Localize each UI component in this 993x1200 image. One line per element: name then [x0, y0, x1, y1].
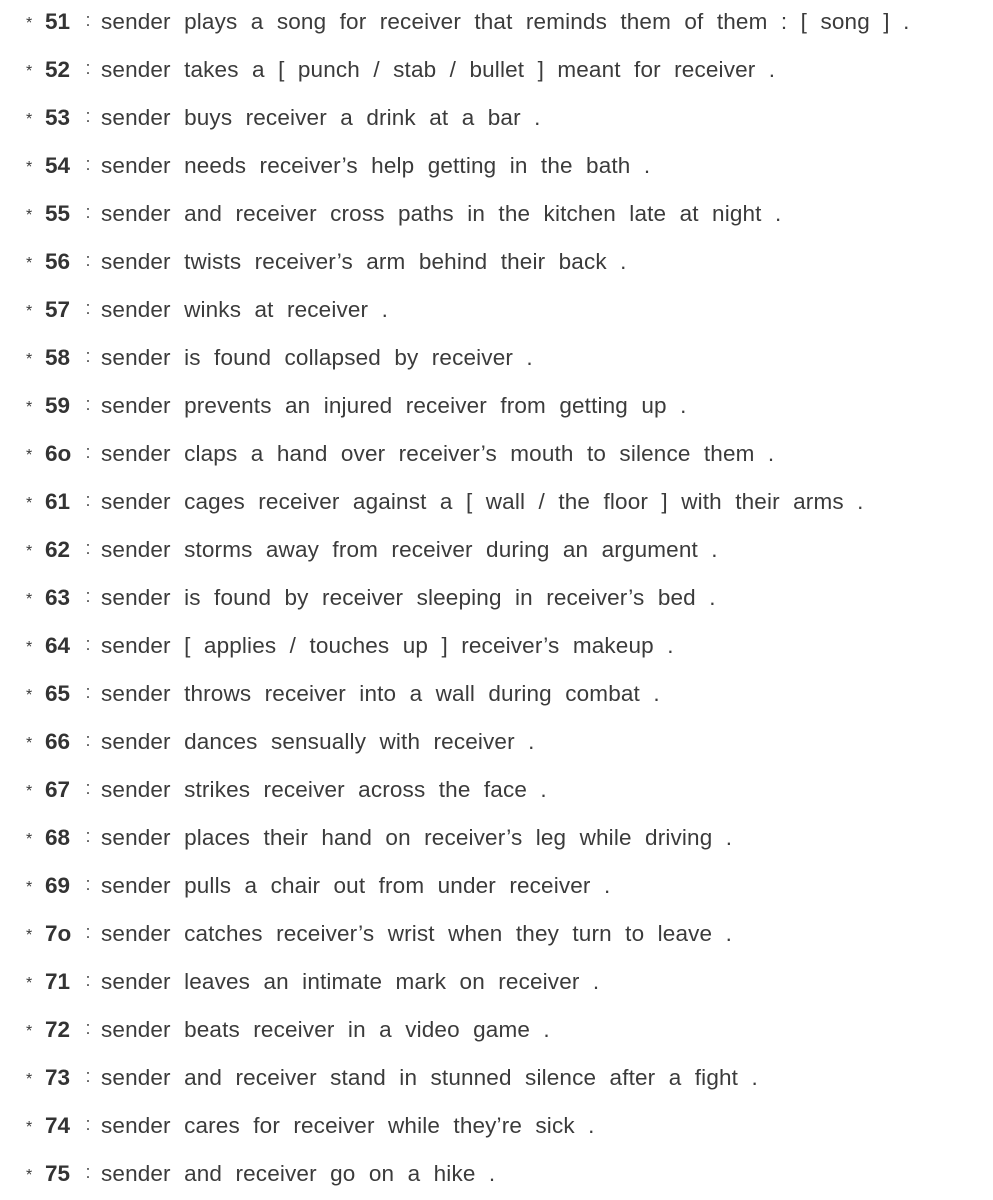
item-text: sender needs receiver’s help getting in the bath .: [101, 153, 651, 178]
separator: :: [85, 154, 91, 174]
item-text: sender places their hand on receiver’s leg while driving .: [101, 825, 733, 850]
separator: :: [85, 346, 91, 366]
item-text: sender buys receiver a drink at a bar .: [101, 105, 541, 130]
list-item: [26, 1058, 758, 1098]
bullet-icon: *: [26, 303, 33, 320]
bullet-icon: *: [26, 207, 33, 224]
separator: :: [85, 874, 91, 894]
list-item: [26, 818, 732, 858]
item-number: 68: [45, 825, 71, 850]
list-item: [26, 1154, 495, 1194]
bullet-icon: *: [26, 591, 33, 608]
list-item: [26, 50, 775, 90]
item-text: sender beats receiver in a video game .: [101, 1017, 550, 1042]
item-number: 65: [45, 681, 71, 706]
separator: :: [85, 778, 91, 798]
item-number: 53: [45, 105, 71, 130]
separator: :: [85, 682, 91, 702]
item-text: sender claps a hand over receiver’s mouth to silence them .: [101, 441, 775, 466]
item-text: sender cages receiver against a [ wall / the floor ] with their arms .: [101, 489, 864, 514]
separator: :: [85, 538, 91, 558]
item-text: sender catches receiver’s wrist when they turn to leave .: [101, 921, 732, 946]
item-number: 54: [45, 153, 71, 178]
item-number: 66: [45, 729, 71, 754]
bullet-icon: *: [26, 831, 33, 848]
bullet-icon: *: [26, 399, 33, 416]
list-item: [26, 530, 718, 570]
separator: :: [85, 634, 91, 654]
bullet-icon: *: [26, 543, 33, 560]
list-item: [26, 146, 650, 186]
list-item: [26, 194, 781, 234]
separator: :: [85, 250, 91, 270]
item-number: 6o: [45, 441, 72, 466]
bullet-icon: *: [26, 111, 33, 128]
item-number: 59: [45, 393, 71, 418]
list-item: [26, 338, 533, 378]
list-item: [26, 962, 599, 1002]
item-number: 61: [45, 489, 71, 514]
separator: :: [85, 106, 91, 126]
item-number: 52: [45, 57, 71, 82]
item-text: sender dances sensually with receiver .: [101, 729, 535, 754]
list-item: [26, 914, 732, 954]
list-item: [26, 578, 716, 618]
bullet-icon: *: [26, 159, 33, 176]
item-text: sender twists receiver’s arm behind their back .: [101, 249, 627, 274]
item-text: sender takes a [ punch / stab / bullet ] meant for receiver .: [101, 57, 776, 82]
bullet-icon: *: [26, 255, 33, 272]
bullet-icon: *: [26, 783, 33, 800]
list-item: [26, 770, 547, 810]
bullet-icon: *: [26, 1167, 33, 1184]
separator: :: [85, 1066, 91, 1086]
item-number: 75: [45, 1161, 71, 1186]
separator: :: [85, 58, 91, 78]
separator: :: [85, 490, 91, 510]
item-number: 62: [45, 537, 71, 562]
bullet-icon: *: [26, 447, 33, 464]
separator: :: [85, 826, 91, 846]
item-number: 74: [45, 1113, 71, 1138]
item-number: 7o: [45, 921, 72, 946]
separator: :: [85, 1114, 91, 1134]
item-text: sender winks at receiver .: [101, 297, 389, 322]
item-number: 57: [45, 297, 71, 322]
list-item: [26, 626, 674, 666]
item-number: 67: [45, 777, 71, 802]
item-text: sender throws receiver into a wall during combat .: [101, 681, 660, 706]
item-number: 56: [45, 249, 71, 274]
separator: :: [85, 1018, 91, 1038]
item-text: sender and receiver stand in stunned silence after a fight .: [101, 1065, 758, 1090]
separator: :: [85, 202, 91, 222]
item-text: sender is found collapsed by receiver .: [101, 345, 533, 370]
separator: :: [85, 586, 91, 606]
list-item: [26, 1106, 595, 1146]
bullet-icon: *: [26, 975, 33, 992]
list-item: [26, 1010, 550, 1050]
separator: :: [85, 1162, 91, 1182]
bullet-icon: *: [26, 495, 33, 512]
bullet-icon: *: [26, 735, 33, 752]
list-item: [26, 386, 686, 426]
item-text: sender is found by receiver sleeping in receiver’s bed .: [101, 585, 716, 610]
item-text: sender [ applies / touches up ] receiver’s makeup .: [101, 633, 674, 658]
list-item: [26, 482, 864, 522]
bullet-icon: *: [26, 927, 33, 944]
item-number: 73: [45, 1065, 71, 1090]
bullet-icon: *: [26, 879, 33, 896]
item-number: 51: [45, 9, 71, 34]
list-item: [26, 2, 909, 42]
list-item: [26, 722, 535, 762]
item-text: sender plays a song for receiver that reminds them of them : [ song ] .: [101, 9, 910, 34]
bullet-icon: *: [26, 1071, 33, 1088]
separator: :: [85, 298, 91, 318]
item-text: sender prevents an injured receiver from getting up .: [101, 393, 687, 418]
separator: :: [85, 442, 91, 462]
item-text: sender leaves an intimate mark on receiver .: [101, 969, 600, 994]
item-number: 64: [45, 633, 71, 658]
item-text: sender pulls a chair out from under receiver .: [101, 873, 611, 898]
bullet-icon: *: [26, 1119, 33, 1136]
list-item: [26, 434, 774, 474]
item-text: sender and receiver go on a hike .: [101, 1161, 496, 1186]
item-text: sender cares for receiver while they’re sick .: [101, 1113, 595, 1138]
item-number: 72: [45, 1017, 71, 1042]
list-item: [26, 290, 388, 330]
bullet-icon: *: [26, 351, 33, 368]
list-item: [26, 674, 660, 714]
item-number: 58: [45, 345, 71, 370]
item-number: 55: [45, 201, 71, 226]
bullet-icon: *: [26, 1023, 33, 1040]
list-item: [26, 98, 541, 138]
separator: :: [85, 394, 91, 414]
separator: :: [85, 10, 91, 30]
item-number: 69: [45, 873, 71, 898]
bullet-icon: *: [26, 687, 33, 704]
item-number: 71: [45, 969, 71, 994]
item-text: sender strikes receiver across the face .: [101, 777, 547, 802]
bullet-icon: *: [26, 63, 33, 80]
list-item: [26, 242, 627, 282]
separator: :: [85, 922, 91, 942]
list-item: [26, 866, 610, 906]
item-number: 63: [45, 585, 71, 610]
bullet-icon: *: [26, 639, 33, 656]
separator: :: [85, 970, 91, 990]
separator: :: [85, 730, 91, 750]
item-text: sender and receiver cross paths in the kitchen late at night .: [101, 201, 782, 226]
item-text: sender storms away from receiver during an argument .: [101, 537, 718, 562]
bullet-icon: *: [26, 15, 33, 32]
